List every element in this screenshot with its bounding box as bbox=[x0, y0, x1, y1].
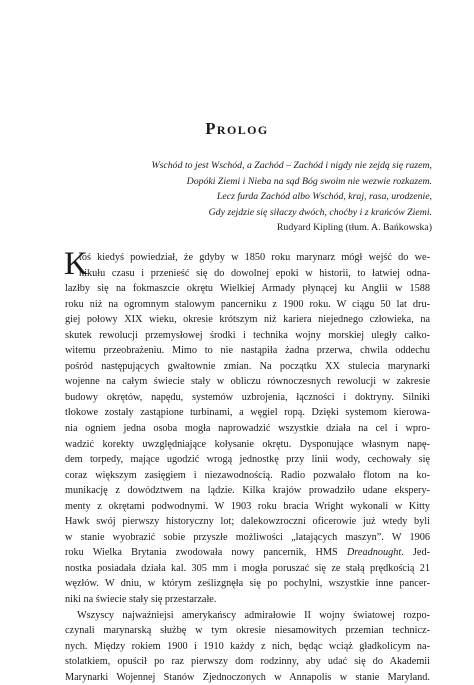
text-fragment: . Jed- bbox=[401, 547, 430, 559]
text-line: menty z okrętami podwodnymi. W 1903 roku bracia Wright wykonali w Kitty bbox=[65, 500, 430, 512]
text-line: stolatkiem, opuścił po raz pierwszy dom rodzinny, aby udać się do Akademii bbox=[65, 656, 430, 668]
text-line: coraz większym zasięgiem i niezawodnością. Radio pozwalało flotom na ko- bbox=[65, 469, 430, 481]
epigraph bbox=[112, 158, 432, 236]
paragraph-1 bbox=[64, 246, 430, 608]
chapter-title: Prolog bbox=[205, 119, 269, 138]
text-line: skutek rewolucji przemysłowej środki i technika wojny morskiej uległy całko- bbox=[65, 329, 430, 341]
text-line: dem torpedy, mające ugodzić wrogą jednostkę przy linii wody, cechowały się bbox=[65, 454, 430, 466]
text-line: lazłby się na fokmaszcie okrętu Wielkiej Armady płynącej ku Anglii w 1588 bbox=[65, 283, 430, 295]
text-line: nych. Między rokiem 1900 i 1910 każdy z nich, będąc wciąż gładkolicym na- bbox=[65, 640, 430, 652]
paragraph-2 bbox=[65, 608, 430, 685]
epigraph-line: Wschód to jest Wschód, a Zachód – Zachód i nigdy nie zejdą się razem, bbox=[151, 160, 432, 171]
epigraph-line: Gdy zejdzie się siłaczy dwóch, choćby i z krańców Ziemi. bbox=[208, 206, 432, 218]
text-line: wadzić korekty uwzględniające kołysanie okrętu. Dysponujące własnym napę- bbox=[65, 438, 430, 450]
text-line: toś kiedyś powiedział, że gdyby w 1850 roku marynarz mógł wejść do we- bbox=[79, 252, 430, 263]
text-line: Hawk swój pierwszy historyczny lot; dalekowzroczni oficerowie już wtedy byli bbox=[65, 516, 430, 528]
text-line: budowy okrętów, napędu, systemów uzbrojenia, łączności i doktryny. Silniki bbox=[65, 391, 430, 403]
text-line: giej połowy XIX wieku, okresie krótszym niż kariera niejednego człowieka, na bbox=[65, 314, 430, 326]
text-line: munikację z dowództwem na lądzie. Kilka krajów prowadziło udane ekspery- bbox=[65, 485, 430, 497]
text-line: wojenne na całym świecie stały w obliczu równoczesnych rewolucji w zakresie bbox=[65, 376, 430, 388]
text-line: czynali marynarską służbę w tym okresie niesamowitych przemian technicz- bbox=[65, 625, 430, 637]
text-line: Wszyscy najważniejsi amerykańscy admirałowie II wojny światowej rozpo- bbox=[77, 609, 430, 621]
text-line: niki na świecie stały się przestarzałe. bbox=[65, 594, 217, 606]
text-line: Marynarki Wojennej Stanów Zjednoczonych w Annapolis w stanie Maryland. bbox=[65, 671, 430, 683]
text-line: pośród następujących gwałtownie zmian. Na początku XX stulecia marynarki bbox=[65, 360, 430, 372]
epigraph-line: Lecz furda Zachód albo Wschód, kraj, rasa, urodzenie, bbox=[216, 191, 432, 203]
text-line: witemu przeobrażeniu. Mimo to nie nastąpiła żadna przerwa, chwila oddechu bbox=[65, 345, 430, 357]
text-line: węzłów. W dniu, w którym ześlizgnęła się po pochylni, wszystkie inne pancer- bbox=[65, 578, 430, 590]
text-fragment: roku Wielka Brytania zwodowała nowy pancernik, HMS bbox=[65, 547, 338, 559]
text-line: nostka posiadała działa kal. 305 mm i mogła poruszać się ze stałą prędkością 21 bbox=[65, 562, 430, 574]
text-line: tłokowe zostały zastąpione turbinami, a węgiel ropą. Dzięki systemom kierowa- bbox=[65, 407, 430, 419]
body-text bbox=[64, 246, 430, 685]
text-line: hikułu czasu i przenieść się do dowolnej epoki w historii, to łatwiej odna- bbox=[79, 267, 430, 279]
text-line bbox=[65, 545, 430, 561]
text-line: w stanie wyobrazić sobie przyszłe możliwości „latających maszyn”. W 1906 bbox=[65, 531, 430, 543]
drop-cap: K bbox=[64, 246, 88, 282]
ship-name: Dreadnought bbox=[346, 547, 402, 559]
text-line: roku niż na ogromnym stalowym pancerniku z 1900 roku. W ciągu 50 lat dru- bbox=[65, 298, 430, 310]
epigraph-line: Dopóki Ziemi i Nieba na sąd Bóg swoim nie wezwie rozkazem. bbox=[186, 175, 432, 187]
text-line: nia ogniem jedna osoba mogła naprowadzić wszystkie działa na cel i wpro- bbox=[65, 423, 430, 435]
epigraph-attribution: Rudyard Kipling (tłum. A. Bańkowska) bbox=[276, 222, 432, 234]
